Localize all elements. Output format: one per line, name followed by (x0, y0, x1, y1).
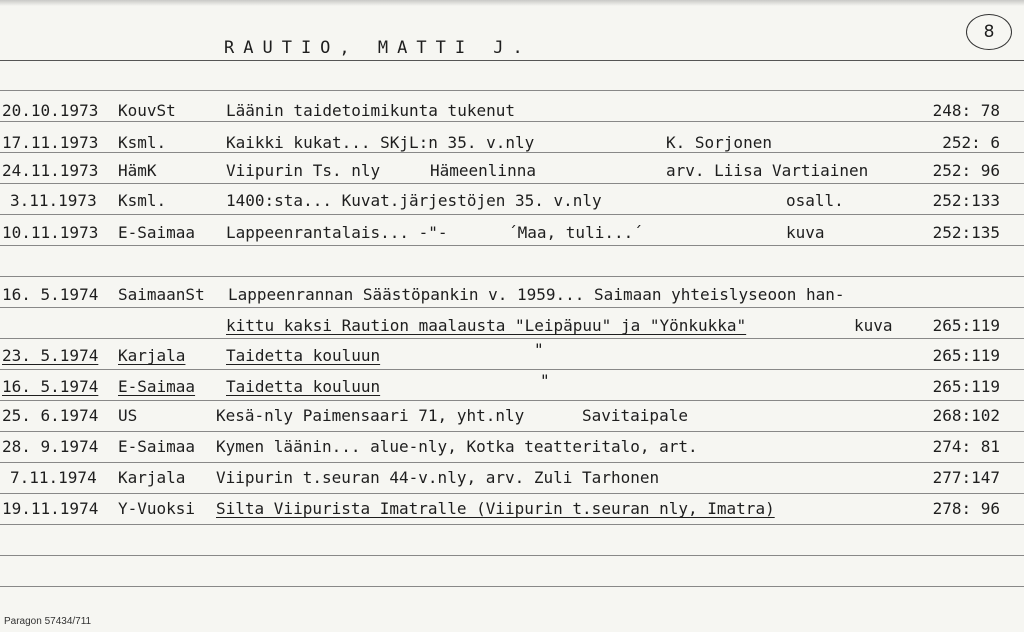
form-code: Paragon 57434/711 (4, 616, 92, 627)
line-rule (0, 307, 1024, 308)
entry-note: kuva (854, 316, 893, 335)
entry-text: Taidetta kouluun (226, 346, 381, 365)
entry-text: Viipurin t.seuran 44-v.nly, arv. Zuli Tarhonen (216, 468, 660, 487)
entry-ref: 252:133 (932, 191, 1000, 210)
ditto-mark: " (540, 371, 550, 390)
entry-note: arv. Liisa Vartiainen (666, 161, 869, 180)
entry-ref: 252:135 (932, 223, 1000, 242)
entry-ref: 278: 96 (932, 499, 1000, 518)
entry-source: Karjala (118, 468, 186, 487)
entry-date: 24.11.1973 (2, 161, 99, 180)
entry-text-title: ´Maa, tuli...´ (508, 223, 643, 242)
line-rule (0, 214, 1024, 215)
line-rule (0, 586, 1024, 587)
entry-text-place: Savitaipale (582, 406, 688, 425)
entry-date: 3.11.1973 (10, 191, 97, 210)
entry-date: 20.10.1973 (2, 101, 99, 120)
entry-source: Ksml. (118, 191, 167, 210)
entry-text: Silta Viipurista Imatralle (Viipurin t.seuran nly, Imatra) (216, 499, 775, 518)
line-rule (0, 369, 1024, 370)
entry-text: Taidetta kouluun (226, 377, 381, 396)
entry-note: K. Sorjonen (666, 133, 772, 152)
line-rule (0, 152, 1024, 153)
entry-date: 23. 5.1974 (2, 346, 99, 365)
line-rule (0, 431, 1024, 432)
card-header-name: RAUTIO, MATTI J. (224, 38, 532, 58)
entry-source: HämK (118, 161, 157, 180)
entry-source: US (118, 406, 138, 425)
entry-text: Kesä-nly Paimensaari 71, yht.nly (216, 406, 525, 425)
entry-date: 16. 5.1974 (2, 377, 99, 396)
line-rule (0, 555, 1024, 556)
entry-date: 17.11.1973 (2, 133, 99, 152)
entry-date: 25. 6.1974 (2, 406, 99, 425)
entry-text: Lappeenrannan Säästöpankin v. 1959... Saimaan yhteislyseoon han- (228, 285, 845, 304)
entry-source: E-Saimaa (118, 437, 196, 456)
line-rule (0, 90, 1024, 91)
entry-text: Läänin taidetoimikunta tukenut (226, 101, 515, 120)
entry-ref: 252: 6 (942, 133, 1000, 152)
line-rule (0, 462, 1024, 463)
entry-ref: 248: 78 (932, 101, 1000, 120)
entry-text: 1400:sta... Kuvat.järjestöjen 35. v.nly (226, 191, 602, 210)
entry-source: Y-Vuoksi (118, 499, 196, 518)
page-number-circle: 8 (966, 14, 1012, 50)
entry-source: KouvSt (118, 101, 176, 120)
ditto-mark: " (534, 340, 544, 359)
line-rule (0, 245, 1024, 246)
entry-text: Kymen läänin... alue-nly, Kotka teatteritalo, art. (216, 437, 698, 456)
entry-text: Kaikki kukat... SKjL:n 35. v.nly (226, 133, 535, 152)
entry-text: Viipurin Ts. nly (226, 161, 381, 180)
entry-text: Lappeenrantalais... -"- (226, 223, 448, 242)
header-rule (0, 60, 1024, 61)
entry-source: Ksml. (118, 133, 167, 152)
entry-source: E-Saimaa (118, 377, 196, 396)
entry-date: 19.11.1974 (2, 499, 99, 518)
line-rule (0, 524, 1024, 525)
line-rule (0, 183, 1024, 184)
entry-source: SaimaanSt (118, 285, 205, 304)
entry-date: 7.11.1974 (10, 468, 97, 487)
entry-ref: 265:119 (932, 316, 1000, 335)
entry-source: Karjala (118, 346, 186, 365)
line-rule (0, 493, 1024, 494)
entry-ref: 268:102 (932, 406, 1000, 425)
entry-note: osall. (786, 191, 844, 210)
line-rule (0, 121, 1024, 122)
entry-ref: 265:119 (932, 377, 1000, 396)
entry-ref: 252: 96 (932, 161, 1000, 180)
entry-note: kuva (786, 223, 825, 242)
line-rule (0, 276, 1024, 277)
entry-date: 28. 9.1974 (2, 437, 99, 456)
line-rule (0, 400, 1024, 401)
entry-text-place: Hämeenlinna (430, 161, 536, 180)
line-rule (0, 338, 1024, 339)
entry-text-continuation: kittu kaksi Raution maalausta "Leipäpuu" ja "Yönkukka" (226, 316, 747, 335)
entry-ref: 265:119 (932, 346, 1000, 365)
entry-ref: 274: 81 (932, 437, 1000, 456)
entry-date: 10.11.1973 (2, 223, 99, 242)
entry-source: E-Saimaa (118, 223, 196, 242)
top-shadow (0, 0, 1024, 6)
entry-date: 16. 5.1974 (2, 285, 99, 304)
entry-ref: 277:147 (932, 468, 1000, 487)
